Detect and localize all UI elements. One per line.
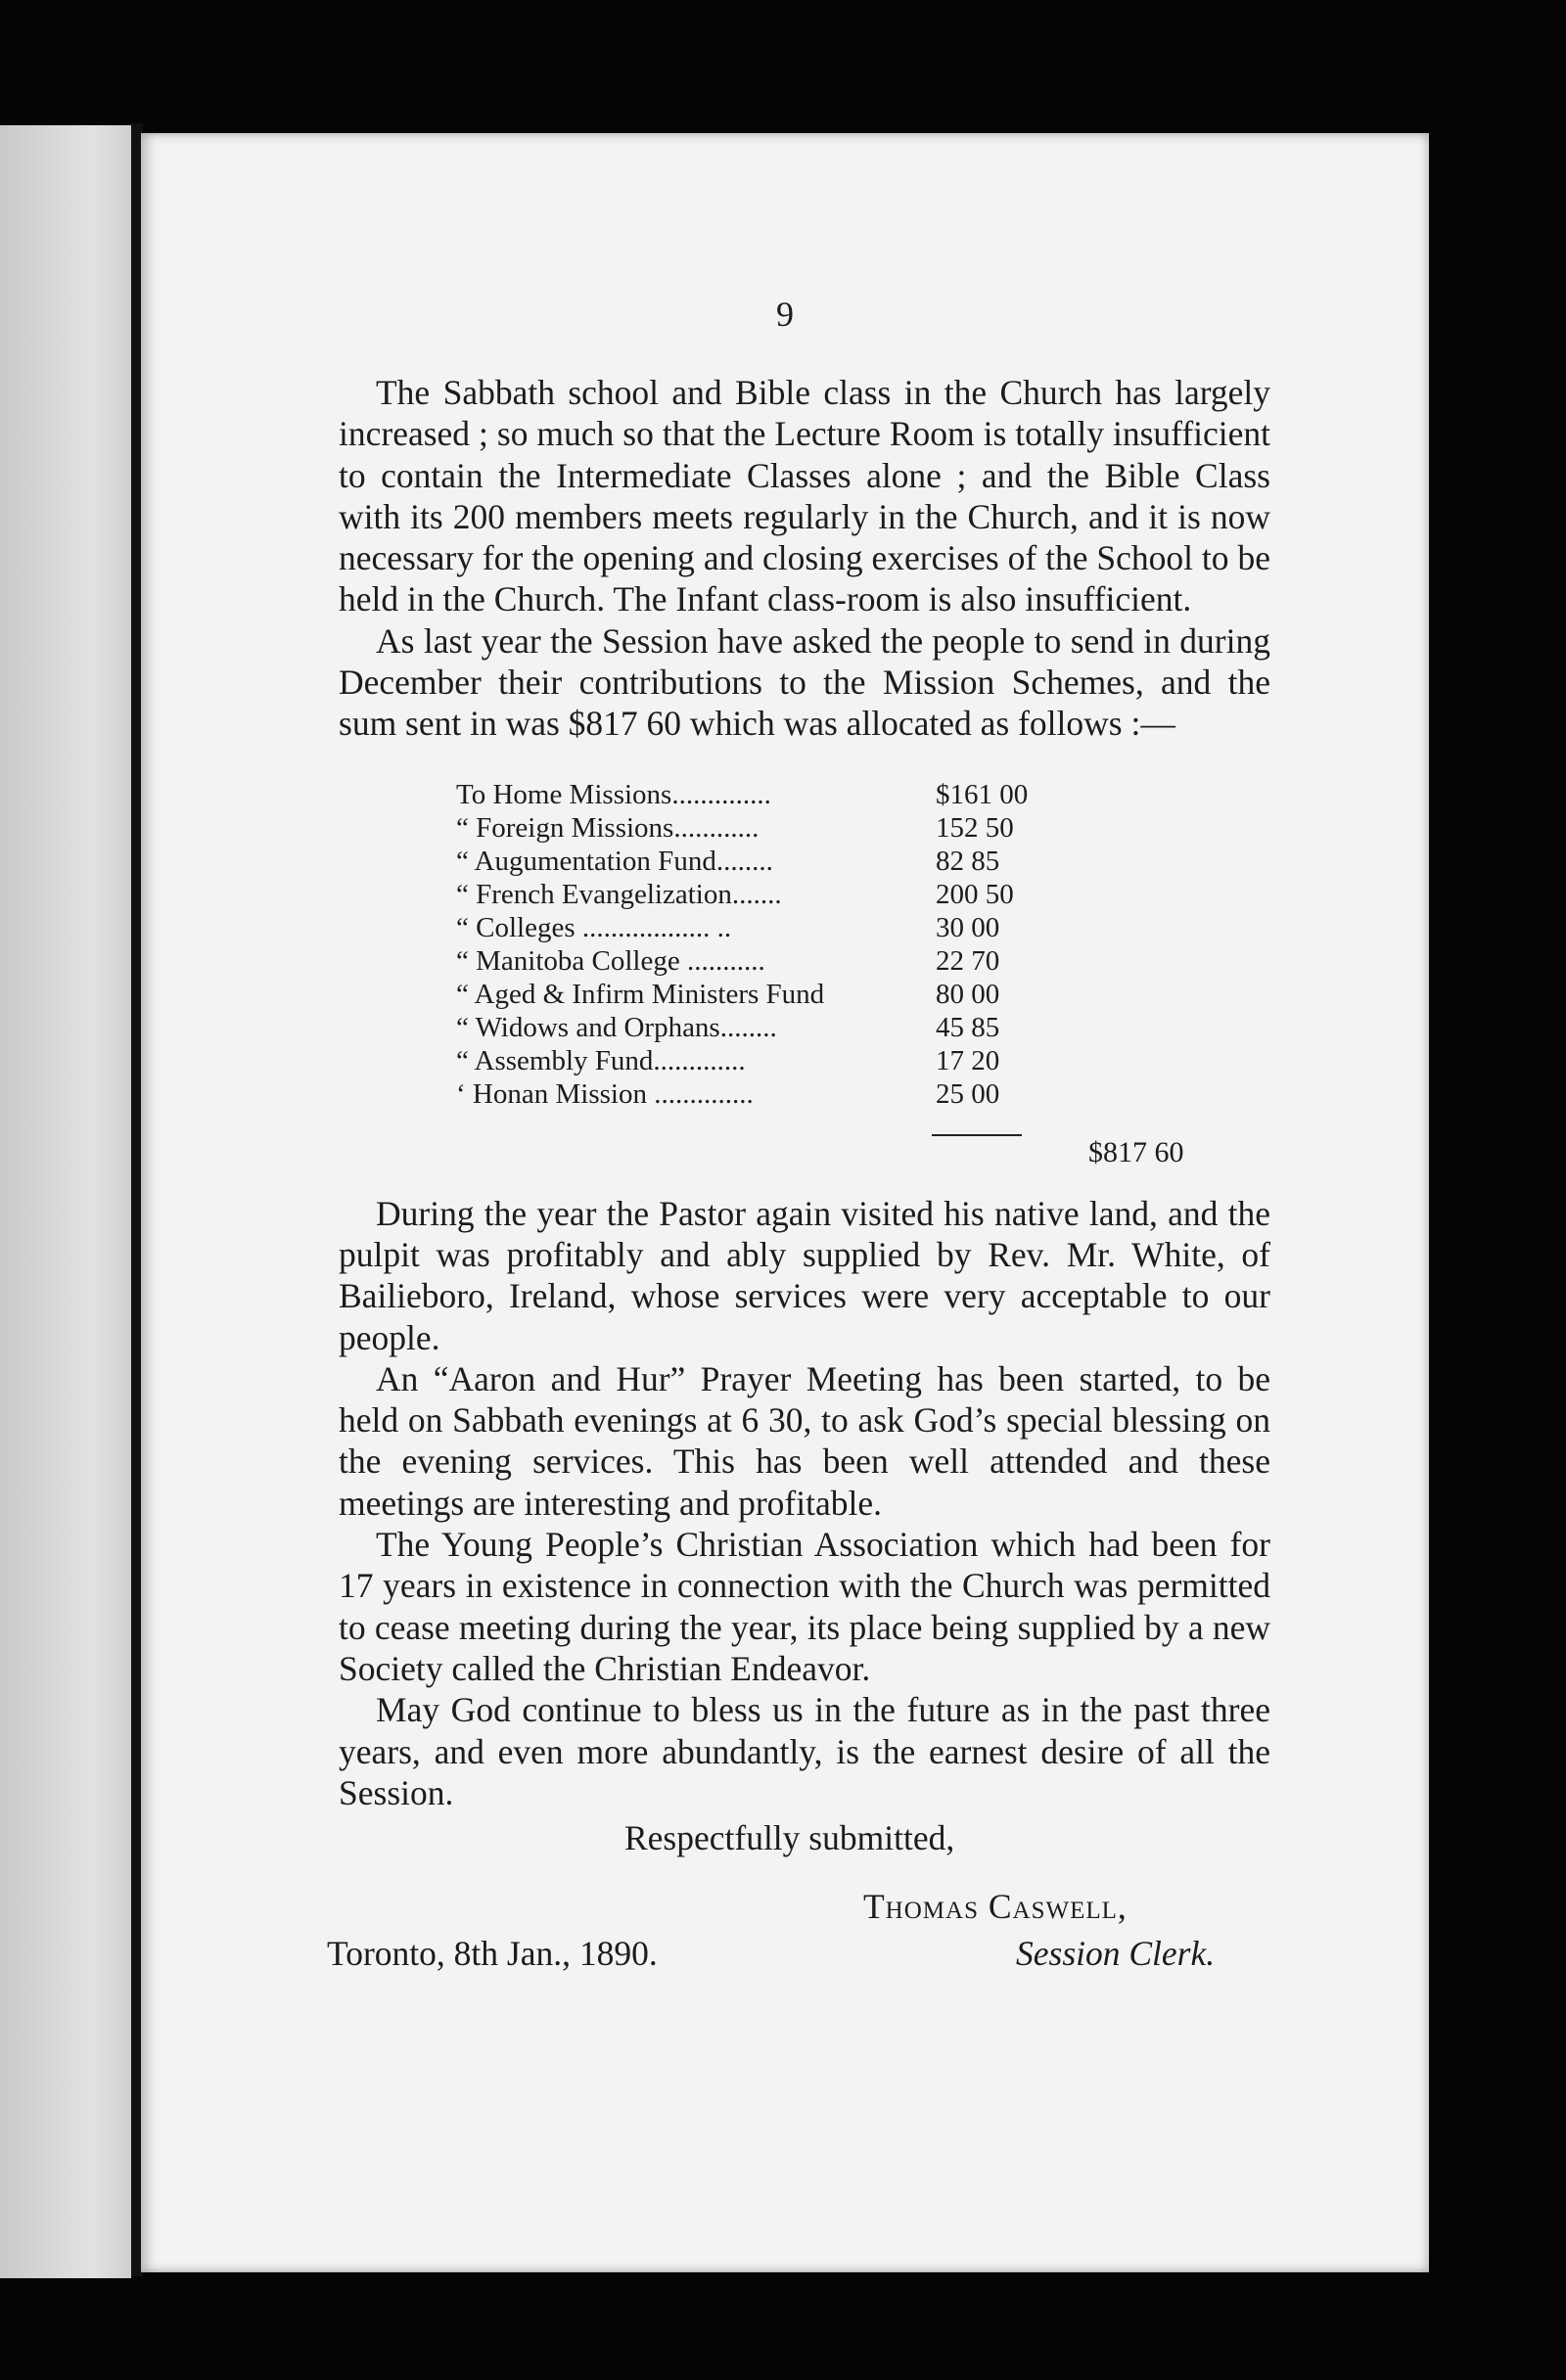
allocation-amount: 45 85	[936, 1011, 1000, 1043]
paragraph-prayer-meeting: An “Aaron and Hur” Prayer Meeting has been started, to be held on Sabbath evenings at 6 30, to ask God’s special blessing on the evening services. This has been well attended and these meetings are interesting and profitable.	[339, 1358, 1270, 1523]
allocation-label: “ French Evangelization.......	[456, 878, 782, 910]
signer-name: Thomas Caswell,	[863, 1887, 1128, 1927]
allocation-label: “ Colleges .................. ..	[456, 911, 732, 943]
allocation-label: “ Augumentation Fund........	[456, 845, 773, 877]
allocation-amount: 200 50	[936, 878, 1014, 910]
allocation-amount: 25 00	[936, 1077, 1000, 1110]
allocation-row	[456, 978, 1063, 1011]
allocation-amount: 152 50	[936, 811, 1014, 844]
allocation-row	[456, 911, 1063, 944]
allocation-amount: $161 00	[936, 778, 1029, 810]
allocation-row	[456, 845, 1063, 878]
signer-title: Session Clerk.	[1016, 1934, 1216, 1974]
allocation-total: $817 60	[1088, 1135, 1184, 1168]
allocation-row	[456, 1077, 1063, 1111]
allocation-amount: 30 00	[936, 911, 1000, 943]
paragraph-pastor: During the year the Pastor again visited his native land, and the pulpit was profitably and ably supplied by Rev. Mr. White, of Bailieboro, Ireland, whose services were very acceptable to our people.	[339, 1193, 1270, 1357]
allocation-label: “ Manitoba College ...........	[456, 944, 765, 977]
allocation-label: ‘ Honan Mission ..............	[456, 1077, 754, 1110]
allocation-amount: 80 00	[936, 978, 1000, 1010]
paragraph-blessing: May God continue to bless us in the future as in the past three years, and even more abundantly, is the earnest desire of all the Session.	[339, 1690, 1270, 1812]
document-page	[141, 133, 1429, 2272]
total-rule	[932, 1134, 1022, 1136]
allocation-table	[339, 778, 1270, 1169]
allocation-row	[456, 1044, 1063, 1077]
facing-page-edge	[0, 125, 131, 2278]
closing-submitted: Respectfully submitted,	[624, 1818, 955, 1858]
page-body	[327, 372, 1270, 2003]
allocation-amount: 22 70	[936, 944, 1000, 977]
allocation-row	[456, 811, 1063, 845]
page-number: 9	[776, 295, 794, 334]
allocation-row	[456, 878, 1063, 911]
allocation-amount: 17 20	[936, 1044, 1000, 1076]
allocation-amount: 82 85	[936, 845, 1000, 877]
allocation-label: “ Widows and Orphans........	[456, 1011, 777, 1043]
allocation-row	[456, 1011, 1063, 1044]
paragraph-young-peoples-association: The Young People’s Christian Association which had been for 17 years in existence in connection with the Church was permitted to cease meeting during the year, its place being supplied by a new Society called the Christian Endeavor.	[339, 1525, 1270, 1688]
allocation-row	[456, 944, 1063, 978]
place-and-date: Toronto, 8th Jan., 1890.	[327, 1934, 658, 1974]
allocation-label: “ Aged & Infirm Ministers Fund	[456, 978, 825, 1010]
paragraph-sabbath-school: The Sabbath school and Bible class in the Church has largely increased ; so much so that the Lecture Room is totally insufficient to contain the Intermediate Classes alone ; and the Bible Class with its 200 members meets regularly in the Church, and it is now necessary for the opening and closing exercises of the School to be held in the Church. The Infant class-room is also insufficient.	[339, 373, 1270, 619]
allocation-row	[456, 778, 1063, 811]
allocation-label: “ Assembly Fund.............	[456, 1044, 746, 1076]
paragraph-mission-schemes: As last year the Session have asked the people to send in during December their contributions to the Mission Schemes, and the sum sent in was $817 60 which was allocated as follows :—	[339, 620, 1270, 744]
signature-block	[327, 1817, 1270, 2003]
allocation-label: “ Foreign Missions............	[456, 811, 760, 844]
allocation-label: To Home Missions..............	[456, 778, 771, 810]
